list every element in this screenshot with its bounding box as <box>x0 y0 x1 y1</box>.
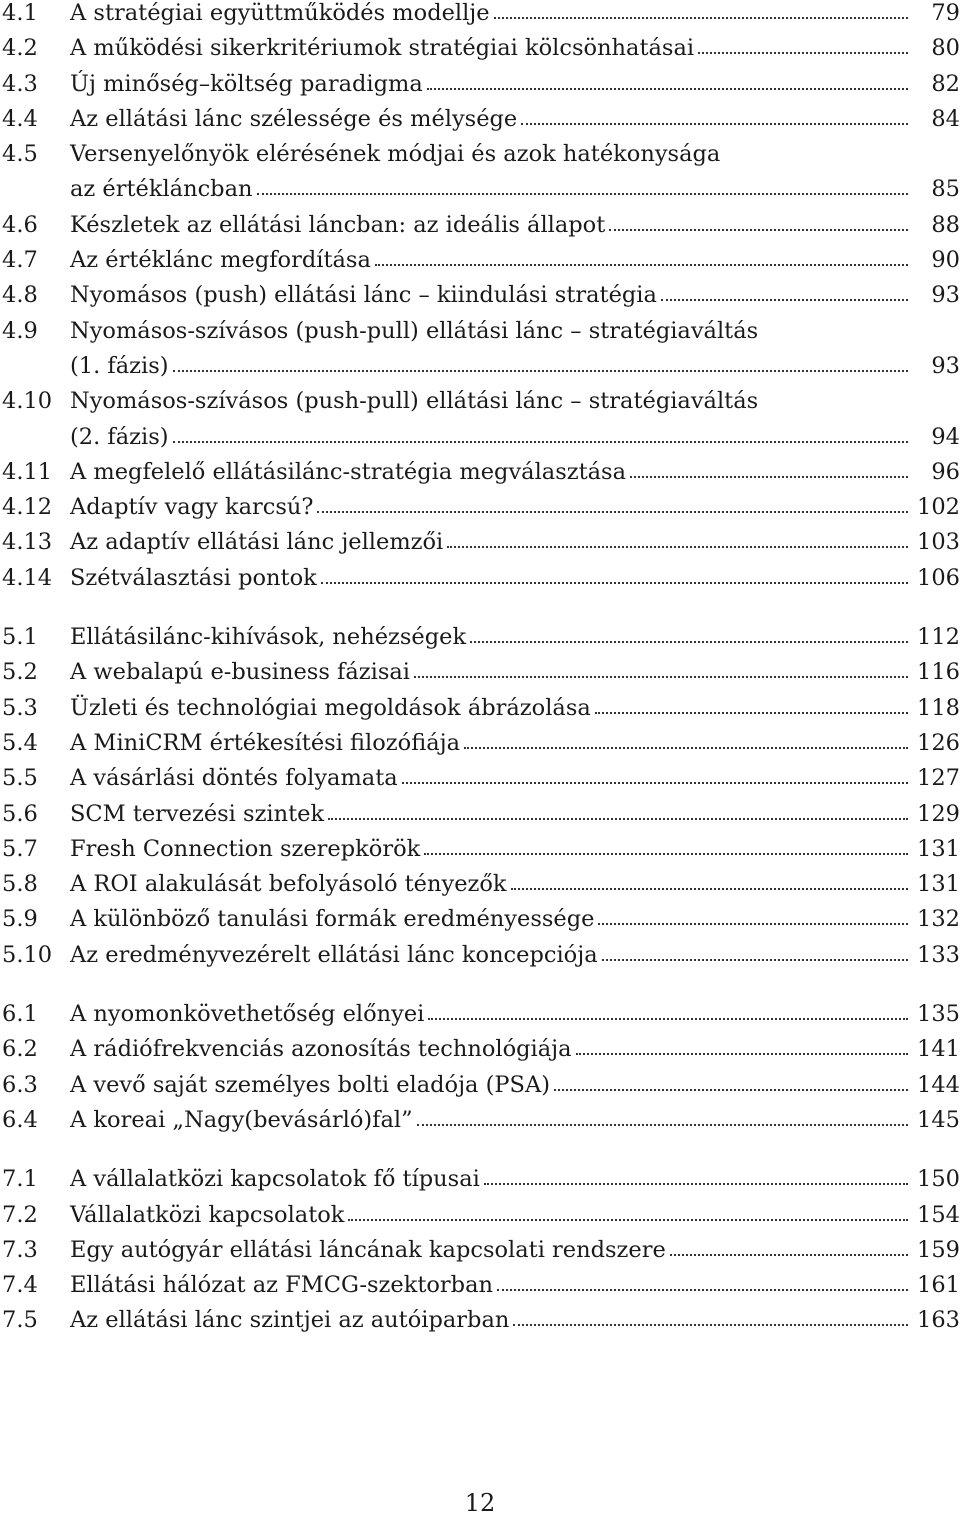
toc-entry <box>0 455 960 490</box>
toc-entry <box>0 1032 960 1067</box>
entry-number: 4.10 <box>2 388 53 415</box>
entry-title: Vállalatközi kapcsolatok <box>70 1201 345 1228</box>
entry-number: 5.7 <box>2 835 38 862</box>
dot-leader <box>464 747 908 749</box>
dot-leader <box>494 17 908 19</box>
entry-title: Üzleti és technológiai megoldások ábrázolása <box>70 694 591 721</box>
entry-page: 163 <box>917 1307 960 1334</box>
entry-title: A különböző tanulási formák eredményessége <box>70 906 595 933</box>
page-number: 12 <box>464 1489 496 1517</box>
entry-line <box>70 67 960 102</box>
toc-entry <box>0 1068 960 1103</box>
entry-title: (1. fázis) <box>70 352 169 379</box>
toc-entry <box>0 1233 960 1268</box>
entry-line <box>70 1162 960 1197</box>
toc-entry <box>0 137 960 208</box>
entry-page: 112 <box>917 624 960 651</box>
toc-entry <box>0 490 960 525</box>
dot-leader <box>484 1183 908 1185</box>
toc-entry <box>0 655 960 690</box>
toc-entry <box>0 832 960 867</box>
entry-title: A webalapú e-business fázisai <box>70 659 411 686</box>
dot-leader <box>602 959 908 961</box>
toc-entry <box>0 102 960 137</box>
entry-title: az értékláncban <box>70 176 253 203</box>
entry-number: 7.2 <box>2 1201 38 1228</box>
entry-line <box>70 761 960 796</box>
entry-title: Nyomásos (push) ellátási lánc – kiindulási stratégia <box>70 282 657 309</box>
dot-leader <box>609 229 908 231</box>
entry-title: Szétválasztási pontok <box>70 564 317 591</box>
entry-line <box>70 1103 960 1138</box>
entry-number: 5.9 <box>2 906 38 933</box>
entry-page: 84 <box>931 105 960 132</box>
entry-page: 85 <box>931 176 960 203</box>
entry-title: A ROI alakulását befolyásoló tényezők <box>70 871 507 898</box>
entry-line <box>70 1032 960 1067</box>
entry-title: A stratégiai együttműködés modellje <box>70 0 490 26</box>
entry-page: 150 <box>917 1166 960 1193</box>
entry-line <box>70 655 960 690</box>
entry-page: 93 <box>931 352 960 379</box>
entry-page: 154 <box>917 1201 960 1228</box>
entry-line <box>70 902 960 937</box>
entry-number: 6.3 <box>2 1071 38 1098</box>
entry-number: 5.3 <box>2 694 38 721</box>
toc-entry <box>0 1198 960 1233</box>
toc-entry <box>0 620 960 655</box>
dot-leader <box>414 676 908 678</box>
dot-leader <box>427 88 908 90</box>
entry-number: 4.14 <box>2 564 53 591</box>
entry-line <box>70 278 960 313</box>
toc-entry <box>0 208 960 243</box>
toc-entry <box>0 1268 960 1303</box>
dot-leader <box>321 582 908 584</box>
dot-leader <box>661 299 908 301</box>
entry-line <box>70 691 960 726</box>
entry-title: A megfelelő ellátásilánc-stratégia megválasztása <box>70 458 627 485</box>
entry-page: 131 <box>917 835 960 862</box>
dot-leader <box>402 782 908 784</box>
entry-number: 4.3 <box>2 70 38 97</box>
entry-number: 6.4 <box>2 1106 38 1133</box>
entry-page: 90 <box>931 247 960 274</box>
toc-entry <box>0 761 960 796</box>
dot-leader <box>630 476 908 478</box>
entry-line <box>70 1198 960 1233</box>
dot-leader <box>447 546 908 548</box>
entry-line <box>70 349 960 384</box>
entry-number: 5.8 <box>2 871 38 898</box>
entry-line <box>70 797 960 832</box>
entry-page: 88 <box>931 211 960 238</box>
entry-number: 4.4 <box>2 105 38 132</box>
entry-title: A vevő saját személyes bolti eladója (PSA) <box>70 1071 550 1098</box>
dot-leader <box>497 1289 908 1291</box>
entry-number: 4.8 <box>2 282 38 309</box>
entry-page: 118 <box>917 694 960 721</box>
entry-page: 159 <box>917 1236 960 1263</box>
toc-entry <box>0 691 960 726</box>
dot-leader <box>598 923 908 925</box>
entry-page: 80 <box>931 35 960 62</box>
entry-number: 4.12 <box>2 494 53 521</box>
entry-page: 135 <box>917 1001 960 1028</box>
toc-entry <box>0 384 960 455</box>
entry-number: 6.2 <box>2 1036 38 1063</box>
dot-leader <box>595 712 908 714</box>
toc-entry <box>0 67 960 102</box>
dot-leader <box>554 1089 908 1091</box>
entry-title: Egy autógyár ellátási láncának kapcsolati rendszere <box>70 1236 666 1263</box>
dot-leader <box>348 1219 908 1221</box>
entry-title: A koreai „Nagy(bevásárló)fal” <box>70 1106 413 1133</box>
entry-title: Ellátásilánc-kihívások, nehézségek <box>70 624 467 651</box>
entry-number: 5.10 <box>2 941 53 968</box>
entry-page: 103 <box>917 529 960 556</box>
entry-line <box>70 208 960 243</box>
entry-number: 5.4 <box>2 729 38 756</box>
dot-leader <box>173 370 908 372</box>
entry-line <box>70 938 960 973</box>
dot-leader <box>317 511 908 513</box>
toc-entry <box>0 726 960 761</box>
entry-number: 7.3 <box>2 1236 38 1263</box>
entry-title-line: Nyomásos-szívásos (push-pull) ellátási lánc – stratégiaváltás <box>70 388 759 415</box>
dot-leader <box>513 1324 908 1326</box>
dot-leader <box>698 52 908 54</box>
entry-number: 5.2 <box>2 659 38 686</box>
entry-line <box>70 726 960 761</box>
entry-number: 5.6 <box>2 800 38 827</box>
toc-entry <box>0 0 960 31</box>
entry-number: 4.1 <box>2 0 38 26</box>
entry-title: Az adaptív ellátási lánc jellemzői <box>70 529 444 556</box>
toc-entry <box>0 902 960 937</box>
entry-title-line: Versenyelőnyök elérésének módjai és azok hatékonysága <box>70 141 721 168</box>
entry-line <box>70 1268 960 1303</box>
entry-number: 6.1 <box>2 1001 38 1028</box>
entry-line <box>70 867 960 902</box>
toc-entry <box>0 31 960 66</box>
toc-entry <box>0 1162 960 1197</box>
dot-leader <box>257 193 909 195</box>
entry-page: 96 <box>931 458 960 485</box>
entry-number: 4.11 <box>2 458 53 485</box>
entry-line <box>70 102 960 137</box>
entry-page: 129 <box>917 800 960 827</box>
entry-page: 126 <box>917 729 960 756</box>
dot-leader <box>470 641 908 643</box>
entry-number: 4.2 <box>2 35 38 62</box>
entry-number: 4.9 <box>2 317 38 344</box>
entry-title-line: Nyomásos-szívásos (push-pull) ellátási lánc – stratégiaváltás <box>70 317 759 344</box>
dot-leader <box>417 1124 908 1126</box>
toc-entry <box>0 243 960 278</box>
entry-page: 161 <box>917 1272 960 1299</box>
dot-leader <box>424 853 908 855</box>
toc-group <box>0 997 960 1138</box>
toc-entry <box>0 278 960 313</box>
entry-number: 4.7 <box>2 247 38 274</box>
toc-group <box>0 620 960 973</box>
dot-leader <box>428 1018 908 1020</box>
entry-number: 4.13 <box>2 529 53 556</box>
entry-line <box>70 420 960 455</box>
entry-title: Fresh Connection szerepkörök <box>70 835 421 862</box>
dot-leader <box>328 818 908 820</box>
entry-number: 4.6 <box>2 211 38 238</box>
entry-title: (2. fázis) <box>70 423 169 450</box>
entry-page: 133 <box>917 941 960 968</box>
entry-page: 102 <box>917 494 960 521</box>
entry-line <box>70 243 960 278</box>
entry-title: A vásárlási döntés folyamata <box>70 765 398 792</box>
entry-page: 116 <box>917 659 960 686</box>
dot-leader <box>375 264 908 266</box>
entry-title: Adaptív vagy karcsú? <box>70 494 314 521</box>
entry-line <box>70 172 960 207</box>
entry-line <box>70 997 960 1032</box>
entry-line <box>70 455 960 490</box>
entry-title: Ellátási hálózat az FMCG-szektorban <box>70 1272 493 1299</box>
dot-leader <box>576 1053 908 1055</box>
entry-line <box>70 525 960 560</box>
entry-title: Az ellátási lánc szintjei az autóiparban <box>70 1307 510 1334</box>
toc-entry <box>0 525 960 560</box>
entry-page: 79 <box>931 0 960 26</box>
entry-page: 106 <box>917 564 960 591</box>
entry-title: A nyomonkövethetőség előnyei <box>70 1001 425 1028</box>
entry-page: 82 <box>931 70 960 97</box>
entry-page: 141 <box>917 1036 960 1063</box>
entry-line <box>70 490 960 525</box>
dot-leader <box>173 441 908 443</box>
entry-line <box>70 1303 960 1338</box>
toc-group <box>0 1162 960 1338</box>
entry-title: A MiniCRM értékesítési filozófiája <box>70 729 461 756</box>
toc-entry <box>0 997 960 1032</box>
entry-title: A vállalatközi kapcsolatok fő típusai <box>70 1166 480 1193</box>
toc-entry <box>0 867 960 902</box>
entry-number: 5.5 <box>2 765 38 792</box>
entry-title: A működési sikerkritériumok stratégiai kölcsönhatásai <box>70 35 695 62</box>
dot-leader <box>511 888 908 890</box>
toc-entry <box>0 1103 960 1138</box>
entry-line <box>70 620 960 655</box>
entry-page: 145 <box>917 1106 960 1133</box>
entry-title: Az értéklánc megfordítása <box>70 247 371 274</box>
entry-number: 7.5 <box>2 1307 38 1334</box>
entry-title: A rádiófrekvenciás azonosítás technológiája <box>70 1036 572 1063</box>
entry-line <box>70 0 960 31</box>
toc-group <box>0 0 960 596</box>
toc-entry <box>0 561 960 596</box>
entry-title: Készletek az ellátási láncban: az ideális állapot <box>70 211 606 238</box>
entry-title: Az eredményvezérelt ellátási lánc koncepciója <box>70 941 598 968</box>
entry-page: 131 <box>917 871 960 898</box>
entry-page: 144 <box>917 1071 960 1098</box>
entry-line <box>70 561 960 596</box>
entry-number: 7.4 <box>2 1272 38 1299</box>
dot-leader <box>521 123 908 125</box>
entry-page: 94 <box>931 423 960 450</box>
entry-line <box>70 832 960 867</box>
entry-page: 127 <box>917 765 960 792</box>
toc-entry <box>0 1303 960 1338</box>
toc-entry <box>0 797 960 832</box>
entry-title: SCM tervezési szintek <box>70 800 325 827</box>
entry-number: 5.1 <box>2 624 38 651</box>
entry-line <box>70 31 960 66</box>
entry-number: 7.1 <box>2 1166 38 1193</box>
entry-page: 132 <box>917 906 960 933</box>
entry-line <box>70 1068 960 1103</box>
entry-title: Új minőség–költség paradigma <box>70 70 423 97</box>
dot-leader <box>670 1254 908 1256</box>
toc-entry <box>0 314 960 385</box>
entry-page: 93 <box>931 282 960 309</box>
entry-number: 4.5 <box>2 141 38 168</box>
entry-title: Az ellátási lánc szélessége és mélysége <box>70 105 518 132</box>
entry-line <box>70 1233 960 1268</box>
toc-entry <box>0 938 960 973</box>
